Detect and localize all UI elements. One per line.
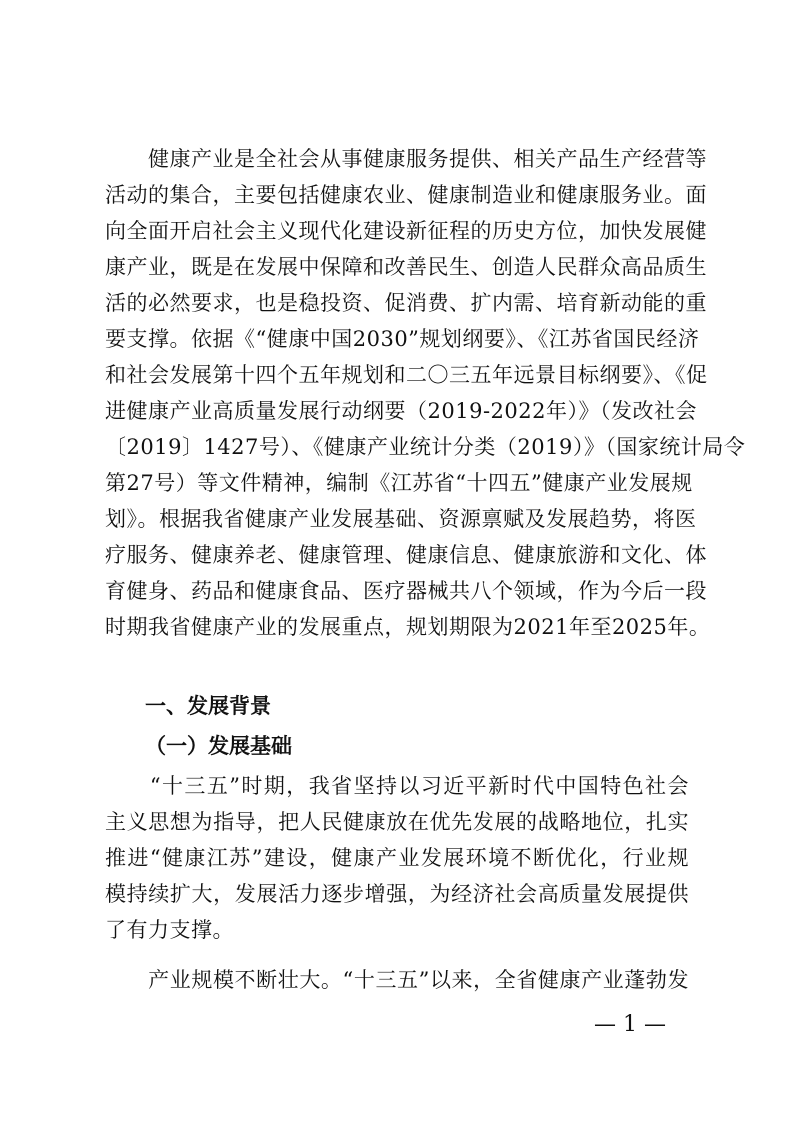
paragraph-line: 健康产业是全社会从事健康服务提供、相关产品生产经营等 (105, 147, 707, 171)
paragraph-line: 向全面开启社会主义现代化建设新征程的历史方位，加快发展健 (105, 219, 707, 243)
paragraph-line: 活动的集合，主要包括健康农业、健康制造业和健康服务业。面 (105, 183, 707, 207)
section-heading: 一、发展背景 (145, 694, 271, 718)
paragraph-line: 〔2019〕1427号）、《健康产业统计分类（2019）》（国家统计局令 (105, 435, 746, 459)
subsection-heading: （一）发展基础 (145, 733, 292, 758)
paragraph-line: 产业规模不断壮大。“十三五”以来，全省健康产业蓬勃发 (105, 968, 689, 992)
page-number: — 1 — (594, 1012, 666, 1037)
paragraph-line: 第27号）等文件精神，编制《江苏省“十四五”健康产业发展规 (105, 471, 693, 495)
paragraph-line: 活的必然要求，也是稳投资、促消费、扩内需、培育新动能的重 (105, 291, 707, 315)
paragraph-line: “十三五”时期，我省坚持以习近平新时代中国特色社会 (105, 774, 689, 798)
paragraph-line: 育健身、药品和健康食品、医疗器械共八个领域，作为今后一段 (105, 579, 707, 603)
paragraph-line: 要支撑。依据《“健康中国2030”规划纲要》、《江苏省国民经济 (105, 327, 700, 351)
paragraph-line: 和社会发展第十四个五年规划和二〇三五年远景目标纲要》、《促 (105, 363, 708, 387)
paragraph-line: 康产业，既是在发展中保障和改善民生、创造人民群众高品质生 (105, 255, 707, 279)
paragraph-line: 划》。根据我省健康产业发展基础、资源禀赋及发展趋势，将医 (105, 507, 697, 531)
paragraph-line: 了有力支撑。 (105, 918, 234, 942)
paragraph-line: 疗服务、健康养老、健康管理、健康信息、健康旅游和文化、体 (105, 543, 707, 567)
paragraph-line: 模持续扩大，发展活力逐步增强，为经济社会高质量发展提供 (105, 882, 689, 906)
paragraph-line: 推进“健康江苏”建设，健康产业发展环境不断优化，行业规 (105, 846, 689, 870)
paragraph-line: 主义思想为指导，把人民健康放在优先发展的战略地位，扎实 (105, 810, 689, 834)
paragraph-line: 进健康产业高质量发展行动纲要（2019-2022年）》（发改社会 (105, 399, 697, 423)
paragraph-line: 时期我省健康产业的发展重点，规划期限为2021年至2025年。 (105, 615, 711, 639)
